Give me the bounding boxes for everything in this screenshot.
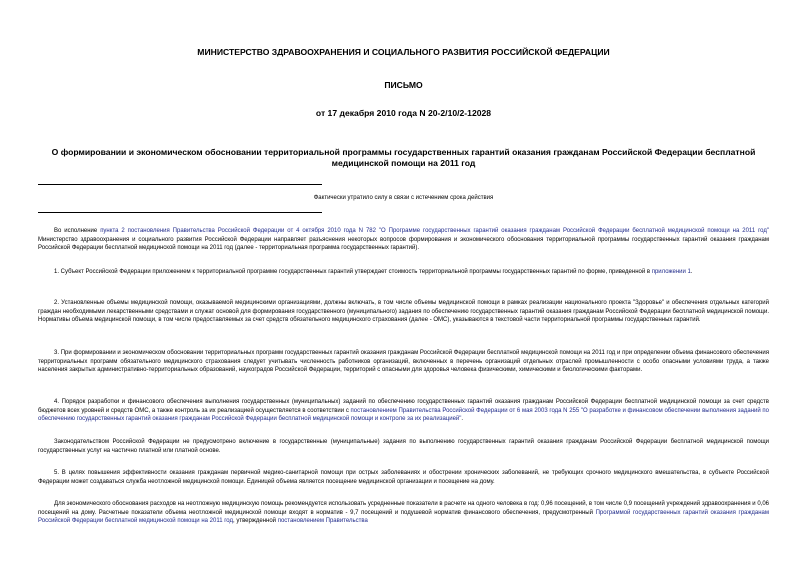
ministry-heading: МИНИСТЕРСТВО ЗДРАВООХРАНЕНИЯ И СОЦИАЛЬНОГО РАЗВИТИЯ РОССИЙСКОЙ ФЕДЕРАЦИИ — [197, 47, 610, 57]
p1-text: 1. Субъект Российской Федерации приложением к территориальной программе государственных гарантий утверждает стоимость территориальной программы государственных гарантий по форме, приведенной в — [54, 269, 652, 275]
link-decree-255[interactable]: постановлением Правительства Российской Федерации от 6 мая 2003 года N 255 "О разработке и финансовом обеспечении выполнения заданий по обеспечению государственных гарантий оказания гражданам Российской Федерации бесплатной медицинской помощи и контроле за их реализацией" — [38, 407, 769, 423]
paragraph-4 — [38, 398, 769, 424]
p7-text-mid: , утвержденной — [232, 518, 278, 525]
intro-text-start: Во исполнение — [54, 228, 101, 234]
link-program-2011[interactable]: Программой государственных гарантий оказания гражданам Российской Федерации бесплатной медицинской помощи на 2011 год — [38, 509, 770, 525]
link-decree-782[interactable]: пункта 2 постановления Правительства Российской Федерации от 4 октября 2010 года N 782 "О Программе государственных гарантий оказания гражданам Российской Федерации бесплатной медицинской помощи на 2011 год" — [100, 228, 769, 234]
paragraph-5 — [38, 469, 769, 486]
paragraph-4-note — [38, 438, 769, 455]
paragraph-3 — [38, 349, 769, 375]
p4-text: 4. Порядок разработки и финансового обеспечения выполнения государственных (муниципальных) заданий по обеспечению государственных гарантий оказания гражданам Российской Федерации бесплатной медицинской помощи за счет средств бюджетов всех уровней и средств ОМС, а также контроль за их реализацией осуществляется в соответствии с — [38, 399, 769, 414]
p3-text: 3. При формировании и экономическом обосновании территориальных программ государственных гарантий оказания гражданам Российской Федерации бесплатной медицинской помощи на 2011 год и при определении объема финансового обеспечения территориальных программ обязательного медицинского страхования следует учитывать численность работников организаций, включенных в перечень организаций отдельных отраслей промышленности с особо опасными условиями труда, а также населения закрытых административно-территориальных образований, наукоградов Российской Федерации, территорий с опасными для здоровья человека физическими, химическими и биологическими факторами. — [38, 350, 769, 374]
paragraph-5-calc — [38, 500, 769, 526]
document-type: ПИСЬМО — [384, 80, 423, 90]
divider-top — [38, 184, 322, 185]
p6-text: 5. В целях повышения эффективности оказания гражданам первичной медико-санитарной помощи при острых заболеваниях и обострении хронических заболеваний, не требующих срочного медицинского вмешательства, в субъекте Российской Федерации может создаваться служба неотложной медицинской помощи. Единицей объема является посещение медицинской организации и посещение на дому. — [38, 470, 769, 485]
status-note: Фактически утратило силу в связи с истечением срока действия — [313, 195, 494, 201]
link-government-decree[interactable]: постановлением Правительства — [277, 518, 368, 525]
link-appendix-1[interactable]: приложении 1 — [651, 269, 691, 275]
document-date-number: от 17 декабря 2010 года N 20-2/10/2-12028 — [315, 108, 492, 118]
p1-text-end: . — [690, 269, 693, 275]
p4-text-end: . — [461, 416, 464, 423]
p7-text: Для экономического обоснования расходов на неотложную медицинскую помощь рекомендуется использовать усредненные показатели в расчете на одного человека в год: 0,96 посещений, в том числе 0,9 посещений учреждений здравоохранения и 0,06 посещений на дому. Расчетные показатели объема неотложной медицинской помощи входят в норматив - 9,7 посещений и подушевой норматив финансового обеспечения, предусмотренный — [38, 501, 769, 516]
divider-bottom — [38, 212, 322, 213]
document-title: О формировании и экономическом обосновании территориальной программы государственных гарантий оказания гражданам Российской Федерации бесплатной медицинской помощи на 2011 год — [51, 147, 756, 168]
paragraph-2 — [38, 299, 769, 325]
p5-text: Законодательством Российской Федерации не предусмотрено включение в государственные (муниципальные) задания по выполнению государственных гарантий оказания гражданам Российской Федерации бесплатной медицинской помощи государственных услуг на частично платной или платной основе. — [38, 439, 769, 454]
paragraph-intro — [38, 227, 769, 253]
intro-text-end: Министерство здравоохранения и социального развития Российской Федерации направляет разъяснения некоторых вопросов формирования и экономического обоснования территориальной программы государственных гарантий оказания гражданам Российской Федерации бесплатной медицинской помощи на 2011 год (далее - территориальная программа государственных гарантий). — [38, 236, 769, 252]
p2-text: 2. Установленные объемы медицинской помощи, оказываемой медицинскими организациями, должны включать, в том числе объемы медицинской помощи в рамках реализации национального проекта "Здоровье" и обеспечения отдельных категорий граждан необходимыми лекарственными средствами и служат основой для формирования государственного (муниципального) задания по обеспечению государственных гарантий оказания гражданам Российской Федерации бесплатной медицинской помощи. Нормативы объема медицинской помощи, в том числе предоставляемых за счет средств обязательного медицинского страхования (далее - ОМС), указываются в текстовой части территориальной программы государственных гарантий. — [38, 300, 769, 324]
paragraph-1 — [38, 268, 769, 277]
